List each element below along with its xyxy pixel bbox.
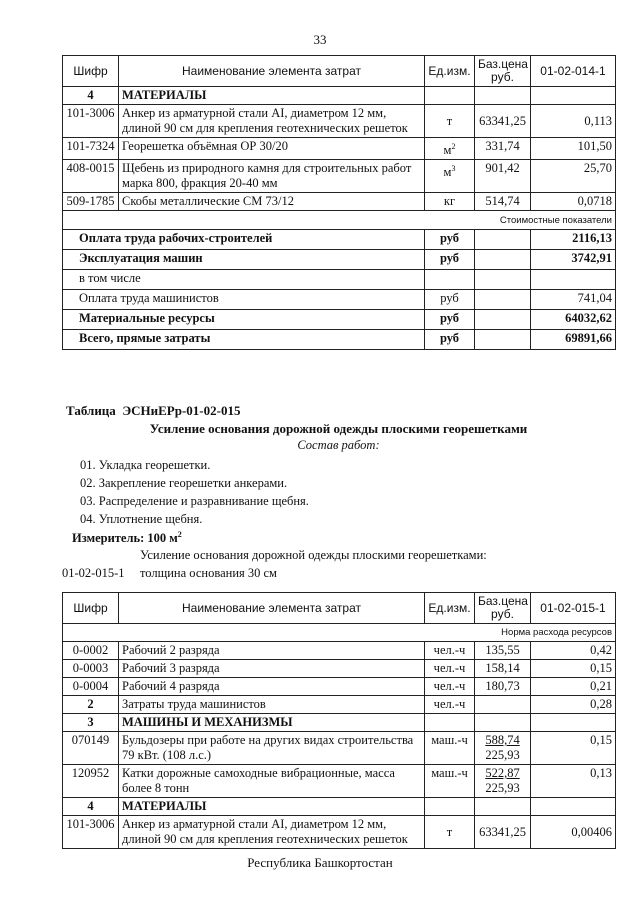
row-name: Георешетка объёмная ОР 30/20 (119, 138, 425, 160)
description-code: 01-02-015-1 (62, 566, 125, 580)
norm-header-row: Норма расхода ресурсов (63, 624, 616, 642)
table-row: 0-0003 Рабочий 3 разряда чел.-ч 158,14 0,15 (63, 660, 616, 678)
work-step: 02. Закрепление георешетки анкерами. (80, 476, 288, 490)
table-header-row (63, 56, 616, 87)
table-row: 0-0004 Рабочий 4 разряда чел.-ч 180,73 0,21 (63, 678, 616, 696)
header-unit: Ед.изм. (425, 56, 475, 87)
operator-labor-row: 2 Затраты труда машинистов чел.-ч 0,28 (63, 696, 616, 714)
table-row: 0-0002 Рабочий 2 разряда чел.-ч 135,55 0,42 (63, 642, 616, 660)
cost-indicators-header: Стоимостные показатели (63, 211, 616, 230)
row-code: 101-3006 (63, 105, 119, 138)
header-price: Баз.цена руб. (475, 56, 531, 87)
row-unit: $м^3$ (425, 160, 475, 193)
table-row (63, 193, 616, 211)
section-row: 4 МАТЕРИАЛЫ (63, 798, 616, 816)
header-code: Шифр (63, 56, 119, 87)
page-footer: Республика Башкортостан (247, 855, 393, 870)
page-number: 33 (313, 32, 327, 47)
summary-row: Всего, прямые затраты руб 69891,66 (63, 330, 616, 350)
table-row: 101-3006 Анкер из арматурной стали AI, диаметром 12 мм, длиной 90 см для крепления геотехнических решеток т 63341,25 0,00406 (63, 816, 616, 849)
row-price: 901,42 (475, 160, 531, 193)
table-title: Усиление основания дорожной одежды плоскими георешетками (149, 421, 528, 436)
table-row: 120952 Катки дорожные самоходные вибрационные, масса более 8 тонн маш.-ч 522,87 225,93 0,13 (63, 765, 616, 798)
resource-table-1 (62, 55, 616, 350)
table-heading: Таблица ЭСНиЕРр-01-02-015 (66, 403, 241, 418)
table-header-row (63, 593, 616, 624)
header-norm-code: 01-02-014-1 (531, 56, 616, 87)
header-name: Наименование элемента затрат (119, 56, 425, 87)
row-code: 408-0015 (63, 160, 119, 193)
row-value: 0,113 (531, 105, 616, 138)
section-row: 3 МАШИНЫ И МЕХАНИЗМЫ (63, 714, 616, 732)
row-price: 514,74 (475, 193, 531, 211)
description-line: Усиление основания дорожной одежды плоскими георешетками: (140, 548, 487, 562)
row-name: Анкер из арматурной стали AI, диаметром 12 мм, длиной 90 см для крепления геотехнических решеток (119, 105, 425, 138)
summary-row: Эксплуатация машин руб 3742,91 (63, 250, 616, 270)
header-norm-code: 01-02-015-1 (531, 593, 616, 624)
row-name: Скобы металлические СМ 73/12 (119, 193, 425, 211)
table-row (63, 105, 616, 138)
row-value: 25,70 (531, 160, 616, 193)
summary-row: Материальные ресурсы руб 64032,62 (63, 310, 616, 330)
header-code: Шифр (63, 593, 119, 624)
row-code: 509-1785 (63, 193, 119, 211)
row-value: 101,50 (531, 138, 616, 160)
row-value: 0,0718 (531, 193, 616, 211)
resource-table-2 (62, 592, 616, 849)
row-name: Щебень из природного камня для строительных работ марка 800, фракция 20-40 мм (119, 160, 425, 193)
header-name: Наименование элемента затрат (119, 593, 425, 624)
header-unit: Ед.изм. (425, 593, 475, 624)
row-unit: кг (425, 193, 475, 211)
row-code: 101-7324 (63, 138, 119, 160)
section-row (63, 87, 616, 105)
work-step: 03. Распределение и разравнивание щебня. (80, 494, 309, 508)
row-price: 331,74 (475, 138, 531, 160)
section-title: МАТЕРИАЛЫ (119, 87, 425, 105)
work-composition-label: Состав работ: (297, 438, 380, 452)
row-price: 63341,25 (475, 105, 531, 138)
summary-row: в том числе (63, 270, 616, 290)
table-row (63, 160, 616, 193)
work-step: 04. Уплотнение щебня. (80, 512, 203, 526)
table-row: 070149 Бульдозеры при работе на других видах строительства 79 кВт. (108 л.с.) маш.-ч 588,74 225,93 0,15 (63, 732, 616, 765)
table-row (63, 138, 616, 160)
row-unit: $м^2$ (425, 138, 475, 160)
summary-row: Оплата труда рабочих-строителей руб 2116,13 (63, 230, 616, 250)
section-number: 4 (63, 87, 119, 105)
summary-row: Оплата труда машинистов руб 741,04 (63, 290, 616, 310)
header-price: Баз.цена руб. (475, 593, 531, 624)
description-line: толщина основания 30 см (140, 566, 277, 580)
row-unit: т (425, 105, 475, 138)
measure-unit: Измеритель: 100 $м^2$ (72, 530, 182, 546)
work-step: 01. Укладка георешетки. (80, 458, 211, 472)
